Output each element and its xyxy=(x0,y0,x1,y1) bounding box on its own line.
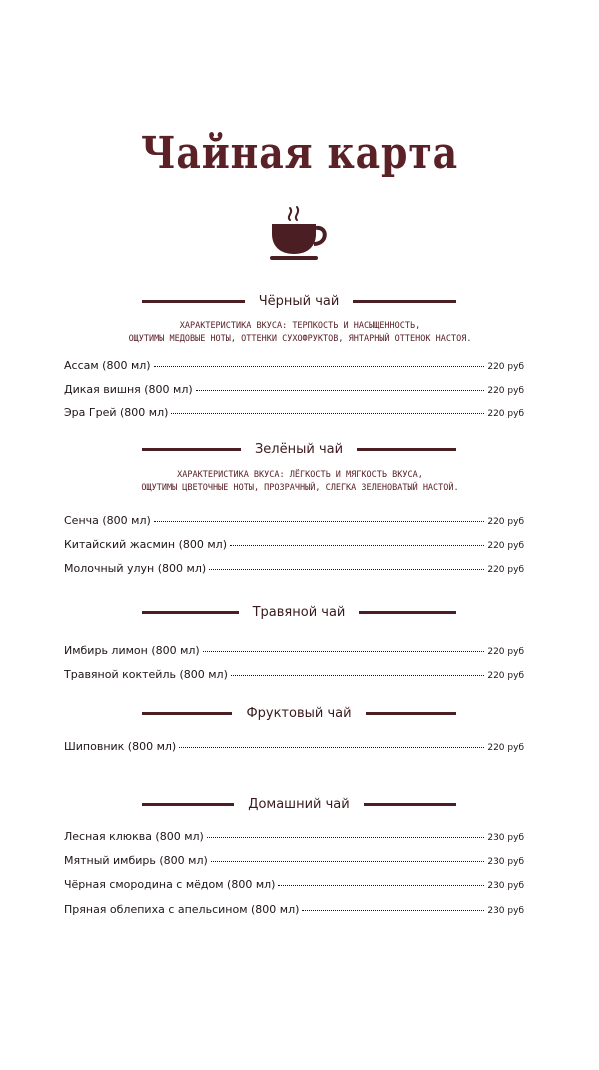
menu-item xyxy=(64,538,524,554)
dot-leader xyxy=(211,853,485,862)
divider xyxy=(142,448,241,451)
section-heading-black-tea xyxy=(142,293,456,309)
menu-item xyxy=(64,668,524,684)
menu-item xyxy=(64,854,524,870)
description-line: ХАРАКТЕРИСТИКА ВКУСА: ЛЁГКОСТЬ И МЯГКОСТЬ ВКУСА, xyxy=(177,470,423,480)
item-price: 220 руб xyxy=(487,743,524,753)
section-heading-homemade-tea xyxy=(142,796,456,812)
item-name: Мятный имбирь (800 мл) xyxy=(64,854,208,867)
section-title: Фруктовый чай xyxy=(246,705,352,721)
description-line: ХАРАКТЕРИСТИКА ВКУСА: ТЕРПКОСТЬ И НАСЫЩЕННОСТЬ, xyxy=(179,321,421,331)
section-heading-herbal-tea xyxy=(142,604,456,620)
item-price: 230 руб xyxy=(487,881,524,891)
menu-item xyxy=(64,878,524,894)
item-price: 220 руб xyxy=(487,647,524,657)
dot-leader xyxy=(154,513,485,522)
menu-item xyxy=(64,383,524,399)
item-name: Сенча (800 мл) xyxy=(64,514,151,527)
menu-item xyxy=(64,562,524,578)
dot-leader xyxy=(207,829,485,838)
divider xyxy=(142,803,234,806)
section-title: Чёрный чай xyxy=(258,293,340,309)
item-price: 230 руб xyxy=(487,833,524,843)
item-name: Дикая вишня (800 мл) xyxy=(64,383,193,396)
dot-leader xyxy=(209,561,484,570)
menu-item xyxy=(64,644,524,660)
item-name: Китайский жасмин (800 мл) xyxy=(64,538,227,551)
section-description xyxy=(60,320,540,346)
item-price: 230 руб xyxy=(487,906,524,916)
divider xyxy=(142,300,245,303)
item-name: Эра Грей (800 мл) xyxy=(64,406,169,419)
divider xyxy=(142,712,232,715)
item-name: Травяной коктейль (800 мл) xyxy=(64,668,228,681)
dot-leader xyxy=(230,537,484,546)
item-price: 220 руб xyxy=(487,671,524,681)
item-name: Имбирь лимон (800 мл) xyxy=(64,644,200,657)
divider xyxy=(142,611,239,614)
page-title: Чайная карта xyxy=(140,128,459,179)
item-price: 230 руб xyxy=(487,857,524,867)
divider xyxy=(366,712,456,715)
dot-leader xyxy=(278,877,484,886)
dot-leader xyxy=(171,405,484,414)
menu-item xyxy=(64,514,524,530)
menu-item xyxy=(64,740,524,756)
item-price: 220 руб xyxy=(487,517,524,527)
menu-item xyxy=(64,406,524,422)
item-price: 220 руб xyxy=(487,409,524,419)
dot-leader xyxy=(179,739,484,748)
description-line: ОЩУТИМЫ МЕДОВЫЕ НОТЫ, ОТТЕНКИ СУХОФРУКТОВ, ЯНТАРНЫЙ ОТТЕНОК НАСТОЯ. xyxy=(128,334,472,344)
dot-leader xyxy=(154,358,485,367)
section-title: Травяной чай xyxy=(252,604,346,620)
item-name: Молочный улун (800 мл) xyxy=(64,562,207,575)
dot-leader xyxy=(196,382,485,391)
item-price: 220 руб xyxy=(487,565,524,575)
coffee-cup-icon xyxy=(266,204,330,262)
item-price: 220 руб xyxy=(487,362,524,372)
menu-item xyxy=(64,359,524,375)
item-name: Шиповник (800 мл) xyxy=(64,740,177,753)
description-line: ОЩУТИМЫ ЦВЕТОЧНЫЕ НОТЫ, ПРОЗРАЧНЫЙ, СЛЕГКА ЗЕЛЕНОВАТЫЙ НАСТОЙ. xyxy=(141,483,459,493)
section-title: Зелёный чай xyxy=(254,441,344,457)
item-price: 220 руб xyxy=(487,386,524,396)
menu-item xyxy=(64,830,524,846)
divider xyxy=(364,803,456,806)
item-name: Лесная клюква (800 мл) xyxy=(64,830,204,843)
section-heading-fruit-tea xyxy=(142,705,456,721)
item-price: 220 руб xyxy=(487,541,524,551)
divider xyxy=(357,448,456,451)
section-heading-green-tea xyxy=(142,441,456,457)
item-name: Чёрная смородина с мёдом (800 мл) xyxy=(64,878,276,891)
divider xyxy=(353,300,456,303)
section-description xyxy=(60,469,540,495)
menu-item xyxy=(64,903,524,919)
dot-leader xyxy=(302,902,484,911)
item-name: Ассам (800 мл) xyxy=(64,359,151,372)
item-name: Пряная облепиха с апельсином (800 мл) xyxy=(64,903,300,916)
dot-leader xyxy=(231,667,484,676)
dot-leader xyxy=(203,643,485,652)
section-title: Домашний чай xyxy=(248,796,350,812)
divider xyxy=(359,611,456,614)
